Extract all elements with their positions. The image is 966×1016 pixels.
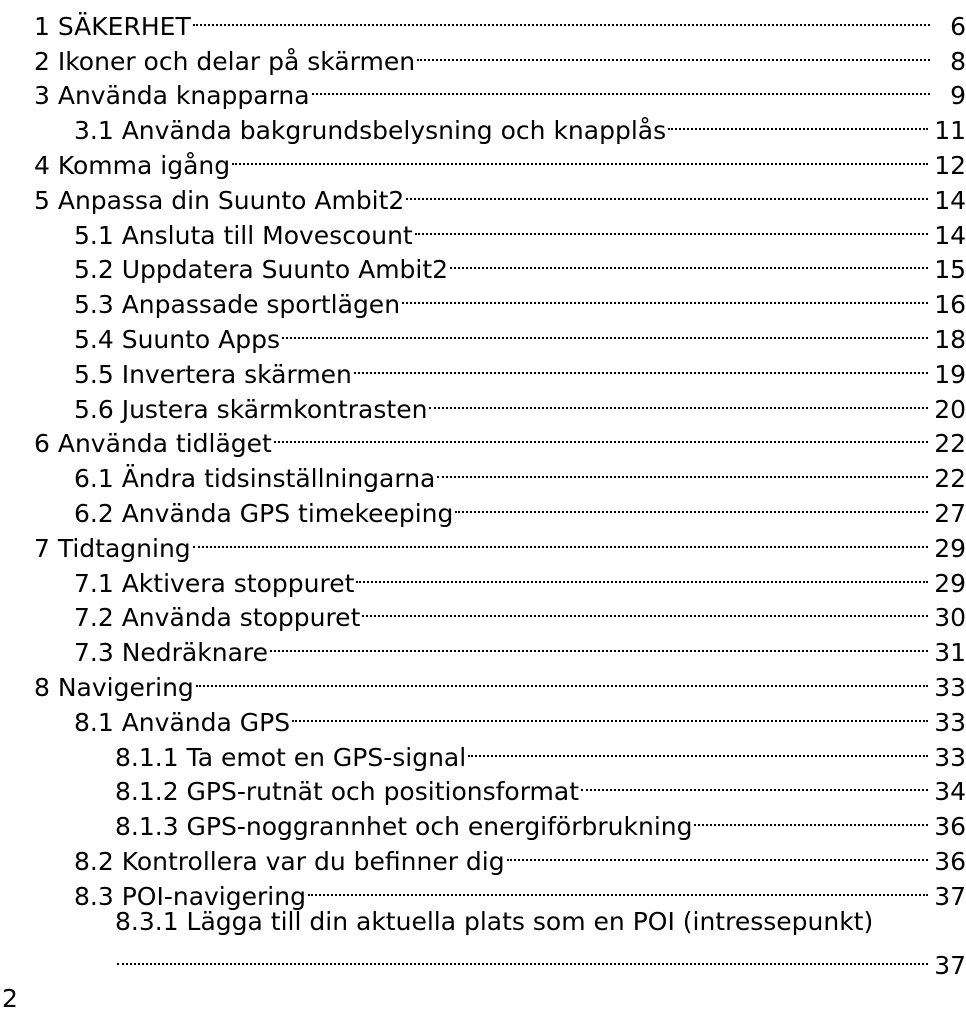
dot-leader [274, 418, 928, 453]
dot-leader [117, 940, 928, 975]
toc-entry[interactable] [34, 731, 966, 772]
toc-entry-page: 20 [934, 394, 966, 424]
toc-entry-label: 8.3 POI-navigering [74, 881, 306, 911]
toc-entry-page: 36 [934, 812, 966, 842]
toc-entry-label: 5.2 Uppdatera Suunto Ambit2 [74, 255, 449, 285]
toc-entry-page: 33 [934, 742, 966, 772]
dot-leader [417, 35, 930, 70]
toc-entry-label: 8.2 Kontrollera var du befinner dig [74, 846, 505, 876]
dot-leader [507, 835, 929, 870]
page-number: 2 [2, 984, 18, 1013]
toc-entry-label: 7.3 Nedräknare [74, 638, 269, 668]
toc-entry[interactable] [34, 209, 966, 250]
toc-entry[interactable] [34, 139, 966, 180]
toc-entry-page: 15 [934, 255, 966, 285]
toc-entry-label: 8.3.1 Lägga till din aktuella plats som en POI (intressepunkt) [115, 906, 874, 936]
toc-entry-label: 8 Navigering [34, 672, 194, 702]
toc-entry-page: 16 [934, 290, 966, 320]
toc-entry-label: 5.5 Invertera skärmen [74, 359, 352, 389]
toc-entry-page: 30 [934, 603, 966, 633]
dot-leader [429, 383, 928, 418]
dot-leader [668, 104, 928, 139]
dot-leader [193, 522, 929, 557]
toc-entry[interactable] [34, 70, 966, 111]
dot-leader [455, 487, 928, 522]
toc-entry[interactable] [34, 452, 966, 494]
toc-entry[interactable] [34, 313, 966, 354]
toc-entry-label: 2 Ikoner och delar på skärmen [34, 46, 416, 76]
toc-entry-label: 1 SÄKERHET [34, 11, 191, 41]
dot-leader [415, 209, 928, 244]
toc-entry[interactable] [34, 940, 966, 981]
toc-entry[interactable] [34, 696, 966, 737]
dot-leader [196, 661, 928, 696]
toc-entry-label: 3 Använda knapparna [34, 81, 310, 111]
toc-entry-label: 5.6 Justera skärmkontrasten [74, 394, 428, 424]
toc-entry-label: 4 Komma igång [34, 150, 231, 180]
toc-entry-label: 5.3 Anpassade sportlägen [74, 290, 401, 320]
dot-leader [468, 731, 928, 766]
dot-leader [354, 348, 928, 383]
dot-leader [581, 766, 928, 801]
toc-entry-label: 8.1 Använda GPS [74, 707, 291, 737]
toc-entry-label: 6.2 Använda GPS timekeeping [74, 498, 454, 528]
toc-entry-page: 19 [934, 359, 966, 389]
toc-entry-label: 8.1.1 Ta emot en GPS-signal [115, 742, 467, 772]
toc-entry[interactable] [34, 383, 966, 424]
toc-entry[interactable] [34, 418, 966, 459]
toc-entry-label: 8.1.2 GPS-rutnät och positionsformat [115, 777, 580, 807]
dot-leader [694, 800, 928, 835]
toc-entry-page: 34 [934, 777, 966, 807]
toc-entry[interactable] [34, 522, 966, 563]
dot-leader [406, 174, 928, 209]
toc-entry-page: 36 [934, 846, 966, 876]
toc-entry-page: 33 [934, 707, 966, 737]
toc-entry[interactable] [34, 766, 966, 807]
toc-entry[interactable] [34, 592, 966, 633]
dot-leader [292, 696, 928, 731]
toc-entry-page: 12 [934, 150, 966, 180]
toc-entry-page: 27 [934, 498, 966, 528]
toc-entry-page: 11 [934, 116, 966, 146]
toc-entry[interactable] [34, 626, 966, 668]
dot-leader [282, 313, 928, 348]
toc-entry[interactable] [34, 835, 966, 876]
dot-leader [450, 244, 928, 279]
toc-entry-page: 9 [950, 81, 966, 111]
toc-entry-page: 29 [934, 568, 966, 598]
toc-entry-label: 5 Anpassa din Suunto Ambit2 [34, 185, 405, 215]
dot-leader [193, 0, 930, 35]
toc-entry[interactable] [34, 487, 966, 528]
toc-entry-label: 6.1 Ändra tidsinställningarna [74, 464, 436, 494]
toc-entry-label: 5.1 Ansluta till Movescount [74, 220, 413, 250]
toc-entry-page: 37 [934, 881, 966, 911]
toc-entry[interactable] [34, 0, 966, 41]
dot-leader [437, 452, 928, 487]
toc-entry[interactable] [34, 905, 966, 940]
toc-entry[interactable] [34, 278, 966, 320]
toc-entry[interactable] [34, 244, 966, 285]
toc-entry[interactable] [34, 35, 966, 76]
dot-leader [356, 557, 928, 592]
toc-entry-page: 8 [950, 46, 966, 76]
dot-leader [362, 592, 928, 627]
toc-entry-page: 31 [934, 638, 966, 668]
toc-entry-page: 37 [934, 951, 966, 981]
toc-entry-page: 33 [934, 672, 966, 702]
toc-entry-label: 5.4 Suunto Apps [74, 324, 281, 354]
dot-leader [312, 70, 930, 105]
dot-leader [308, 870, 928, 905]
table-of-contents [34, 0, 966, 981]
toc-entry-label: 3.1 Använda bakgrundsbelysning och knapplås [74, 116, 667, 146]
toc-entry-label: 8.1.3 GPS-noggrannhet och energiförbrukning [115, 812, 693, 842]
toc-entry-page: 14 [934, 220, 966, 250]
toc-entry-page: 22 [934, 429, 966, 459]
toc-entry[interactable] [34, 800, 966, 842]
toc-entry-label: 7.2 Använda stoppuret [74, 603, 361, 633]
toc-entry-page: 22 [934, 464, 966, 494]
toc-entry[interactable] [34, 348, 966, 389]
toc-entry[interactable] [34, 104, 966, 146]
dot-leader [270, 626, 928, 661]
toc-entry[interactable] [34, 557, 966, 598]
toc-entry[interactable] [34, 174, 966, 215]
toc-entry[interactable] [34, 870, 966, 911]
toc-entry-page: 18 [934, 324, 966, 354]
toc-entry-label: 6 Använda tidläget [34, 429, 272, 459]
toc-entry-page: 29 [934, 533, 966, 563]
dot-leader [402, 278, 928, 313]
toc-entry-label: 7.1 Aktivera stoppuret [74, 568, 355, 598]
toc-entry[interactable] [34, 661, 966, 702]
toc-entry-page: 6 [950, 11, 966, 41]
dot-leader [232, 139, 928, 174]
toc-entry-page: 14 [934, 185, 966, 215]
toc-entry-label: 7 Tidtagning [34, 533, 191, 563]
